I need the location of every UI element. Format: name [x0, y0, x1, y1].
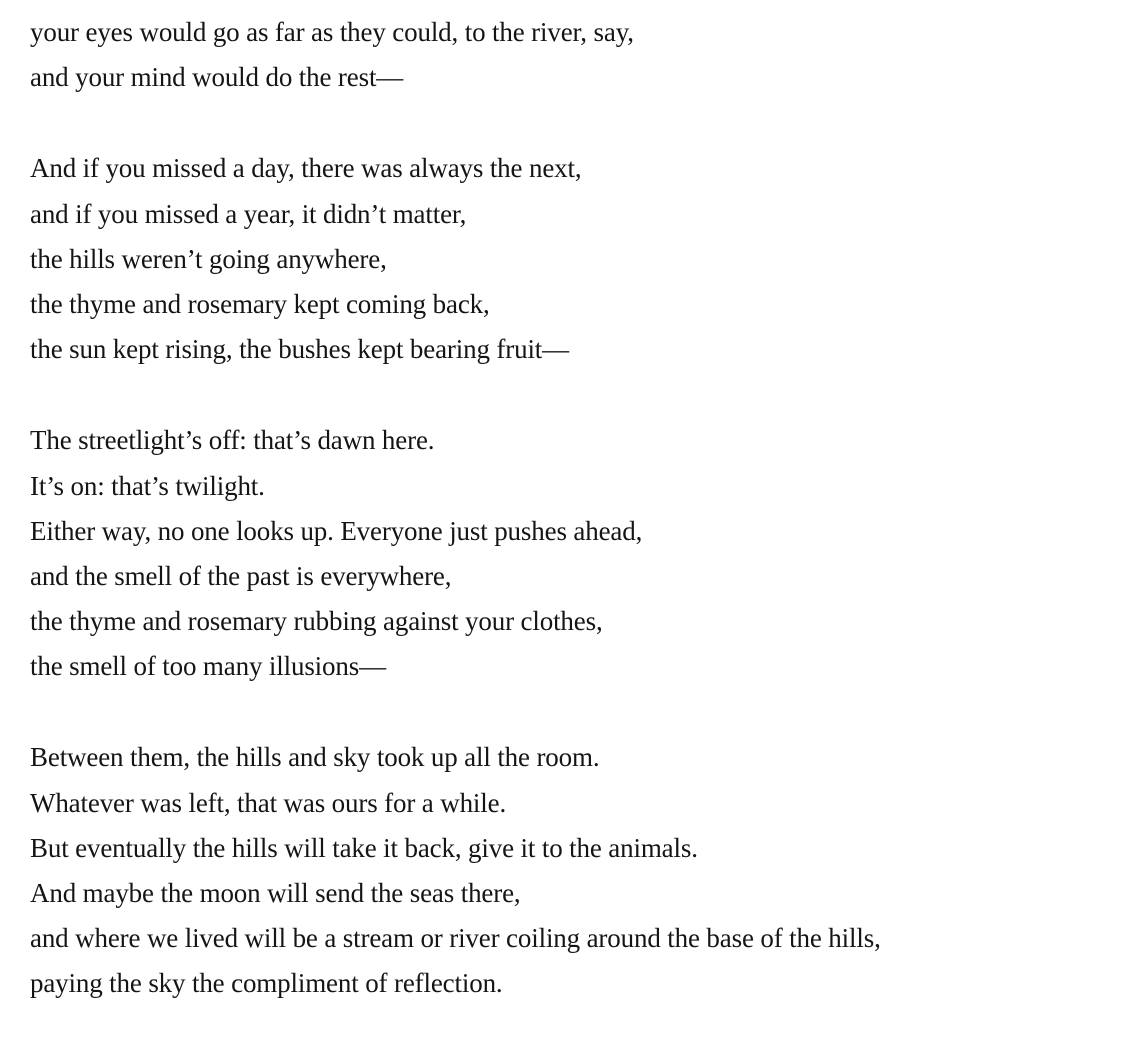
poem-line: Either way, no one looks up. Everyone just pushes ahead,	[30, 515, 643, 546]
poem-line: But eventually the hills will take it back, give it to the animals.	[30, 832, 698, 863]
stanza-4	[30, 735, 1110, 1006]
stanza-3	[30, 418, 1110, 689]
poem-line: Whatever was left, that was ours for a while.	[30, 787, 507, 818]
poem-line: The streetlight’s off: that’s dawn here.	[30, 425, 435, 456]
poem-line: and if you missed a year, it didn’t matter,	[30, 198, 467, 229]
poem-line: and the smell of the past is everywhere,	[30, 560, 452, 591]
poem-body	[30, 10, 1110, 1053]
poem-line: And maybe the moon will send the seas there,	[30, 878, 521, 908]
stanza-2	[30, 146, 1110, 372]
poem-line: It’s on: that’s twilight.	[30, 470, 265, 501]
poem-line: Between them, the hills and sky took up all the room.	[30, 742, 600, 773]
poem-line: and your mind would do the rest—	[30, 62, 404, 93]
poem-line: the thyme and rosemary rubbing against your clothes,	[30, 606, 603, 637]
stanza-1	[30, 10, 1110, 100]
poem-line: and where we lived will be a stream or river coiling around the base of the hills,	[30, 923, 881, 954]
poem-line: the sun kept rising, the bushes kept bearing fruit—	[30, 334, 569, 365]
poem-line: paying the sky the compliment of reflection.	[30, 968, 503, 999]
poem-line: the hills weren’t going anywhere,	[30, 243, 387, 274]
poem-line: the thyme and rosemary kept coming back,	[30, 288, 490, 319]
poem-line: the smell of too many illusions—	[30, 651, 386, 682]
poem-line: And if you missed a day, there was always the next,	[30, 153, 582, 184]
poem-line: your eyes would go as far as they could, to the river, say,	[30, 17, 634, 47]
